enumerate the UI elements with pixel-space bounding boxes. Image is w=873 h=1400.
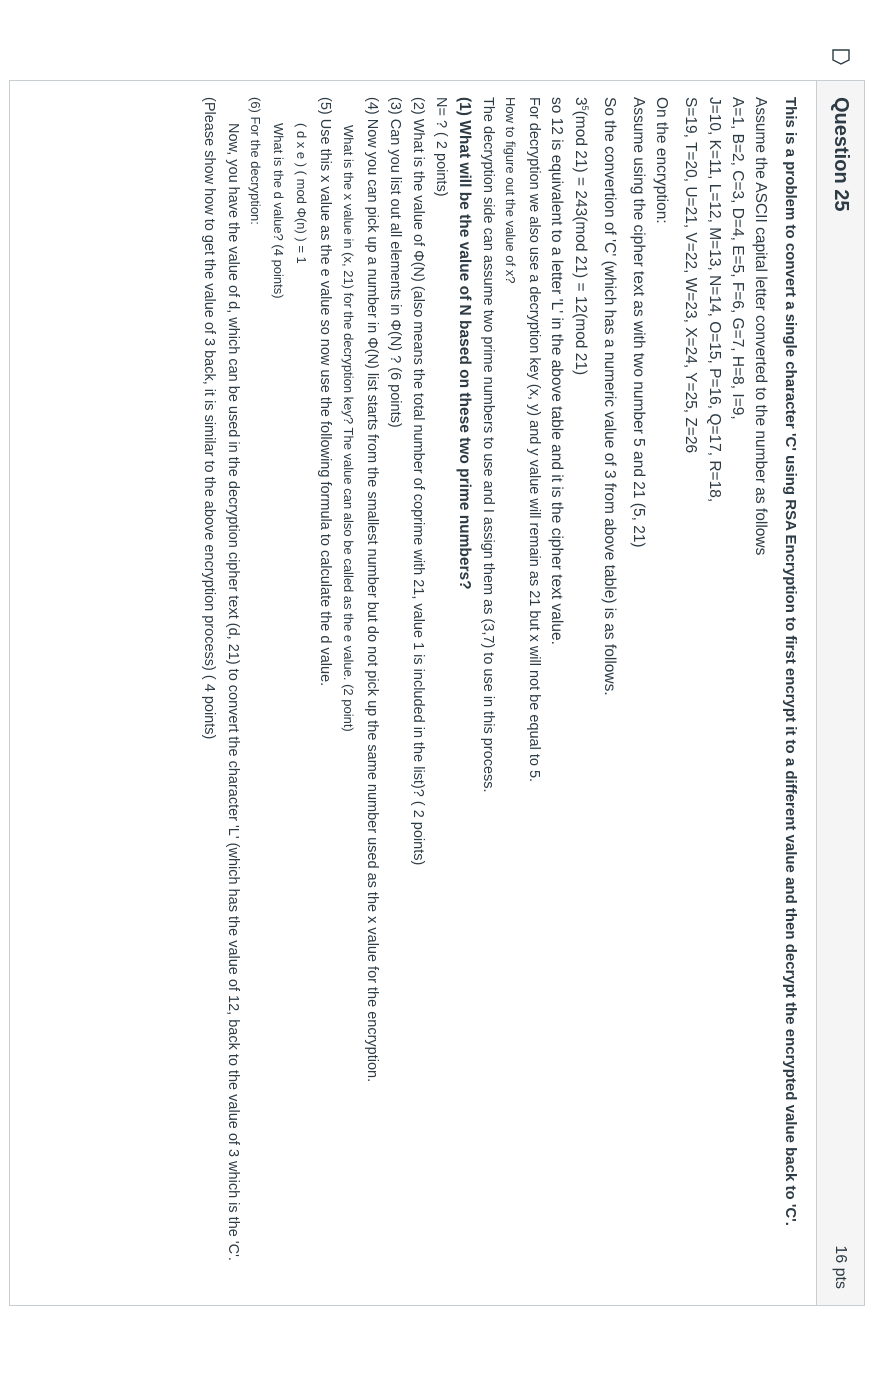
formula-exponent: 5 — [579, 105, 590, 111]
question-points: 16 pts — [832, 1245, 850, 1289]
ascii-row-1: A=1, B=2, C=3, D=4, E=5, F=6, G=7, H=8, I=9, — [728, 97, 746, 420]
decryption-side-text: The decryption side can assume two prime numbers to use and I assign them as (3,7) to use in this process. — [479, 97, 496, 793]
question-1: (1) What will be the value of N based on these two prime numbers? — [455, 97, 473, 590]
question-header — [816, 81, 864, 1305]
question-card — [9, 80, 865, 1306]
question-3: (3) Can you list out all elements in Φ(N) ? (6 points) — [386, 97, 403, 428]
assume-cipher-text: Assume using the cipher text as with two number 5 and 21 (5, 21) — [629, 97, 647, 548]
question-4-sub: What is the x value in (x, 21) for the decryption key? The value can also be called as the e value. (2 point) — [340, 125, 356, 732]
flag-question-icon[interactable] — [832, 49, 850, 65]
question-6: (6) For the decryption: — [247, 97, 263, 225]
decryption-key-text: For decryption we also use a decryption key (x, y) and y value will remain as 21 but x will not be equal to 5. — [526, 97, 543, 783]
encryption-formula — [568, 97, 591, 1289]
equivalent-text: so 12 is equivalent to a letter 'L' in the above table and it is the cipher text value. — [548, 97, 566, 645]
question-4: (4) Now you can pick up a number in Φ(N) list starts from the smallest number but do not pick up the same number used as the x value for the encryption. — [363, 97, 380, 1083]
formula-rest: (mod 21) = 243(mod 21) = 12(mod 21) — [571, 110, 589, 376]
conversion-text: So the convertion of 'C' (which has a numeric value of 3 from above table) is as follows. — [600, 97, 618, 696]
on-encryption-label: On the encryption: — [653, 97, 671, 224]
question-5: (5) Use this x value as the e value so now use the following formula to calculate the d value. — [317, 97, 334, 687]
question-title: Question 25 — [830, 97, 852, 212]
ascii-row-3: S=19, T=20, U=21, V=22, W=23, X=24, Y=25, Z=26 — [682, 97, 700, 454]
question-6-sub: Now, you have the value of d, which can be used in the decryption cipher text (d, 21) to convert the character 'L' (which has the value of 12, back to the value of 3 which is the 'C'. (Please show how to get the value of 3 back, it is similar to the above encryption process) ( 4 points) — [201, 97, 241, 1261]
how-to-text: How to figure out the value of x? — [502, 97, 518, 284]
question-2: (2) What is the value of Φ(N) (also means the total number of coprime with 21, value 1 is included in the list)? ( 2 points) — [410, 97, 427, 866]
question-5-sub: What is the d value? (4 points) — [270, 123, 286, 299]
question-1-answer: N= ? ( 2 points) — [433, 97, 450, 197]
ascii-row-2: J=10, K=11, L=12, M=13, N=14, O=15, P=16, Q=17, R=18, — [705, 97, 723, 503]
question-body — [183, 81, 816, 1305]
intro-text: This is a problem to convert a single character 'C' using RSA Encryption to first encrypt it to a different value and then decrypt the encrypted value back to 'C'. — [782, 97, 799, 1226]
formula-base: 3 — [571, 97, 589, 106]
ascii-intro: Assume the ASCII capital letter converted to the number as follows — [752, 97, 769, 556]
question-5-formula: ( d x e ) ( mod Φ(n) ) = 1 — [294, 123, 310, 264]
